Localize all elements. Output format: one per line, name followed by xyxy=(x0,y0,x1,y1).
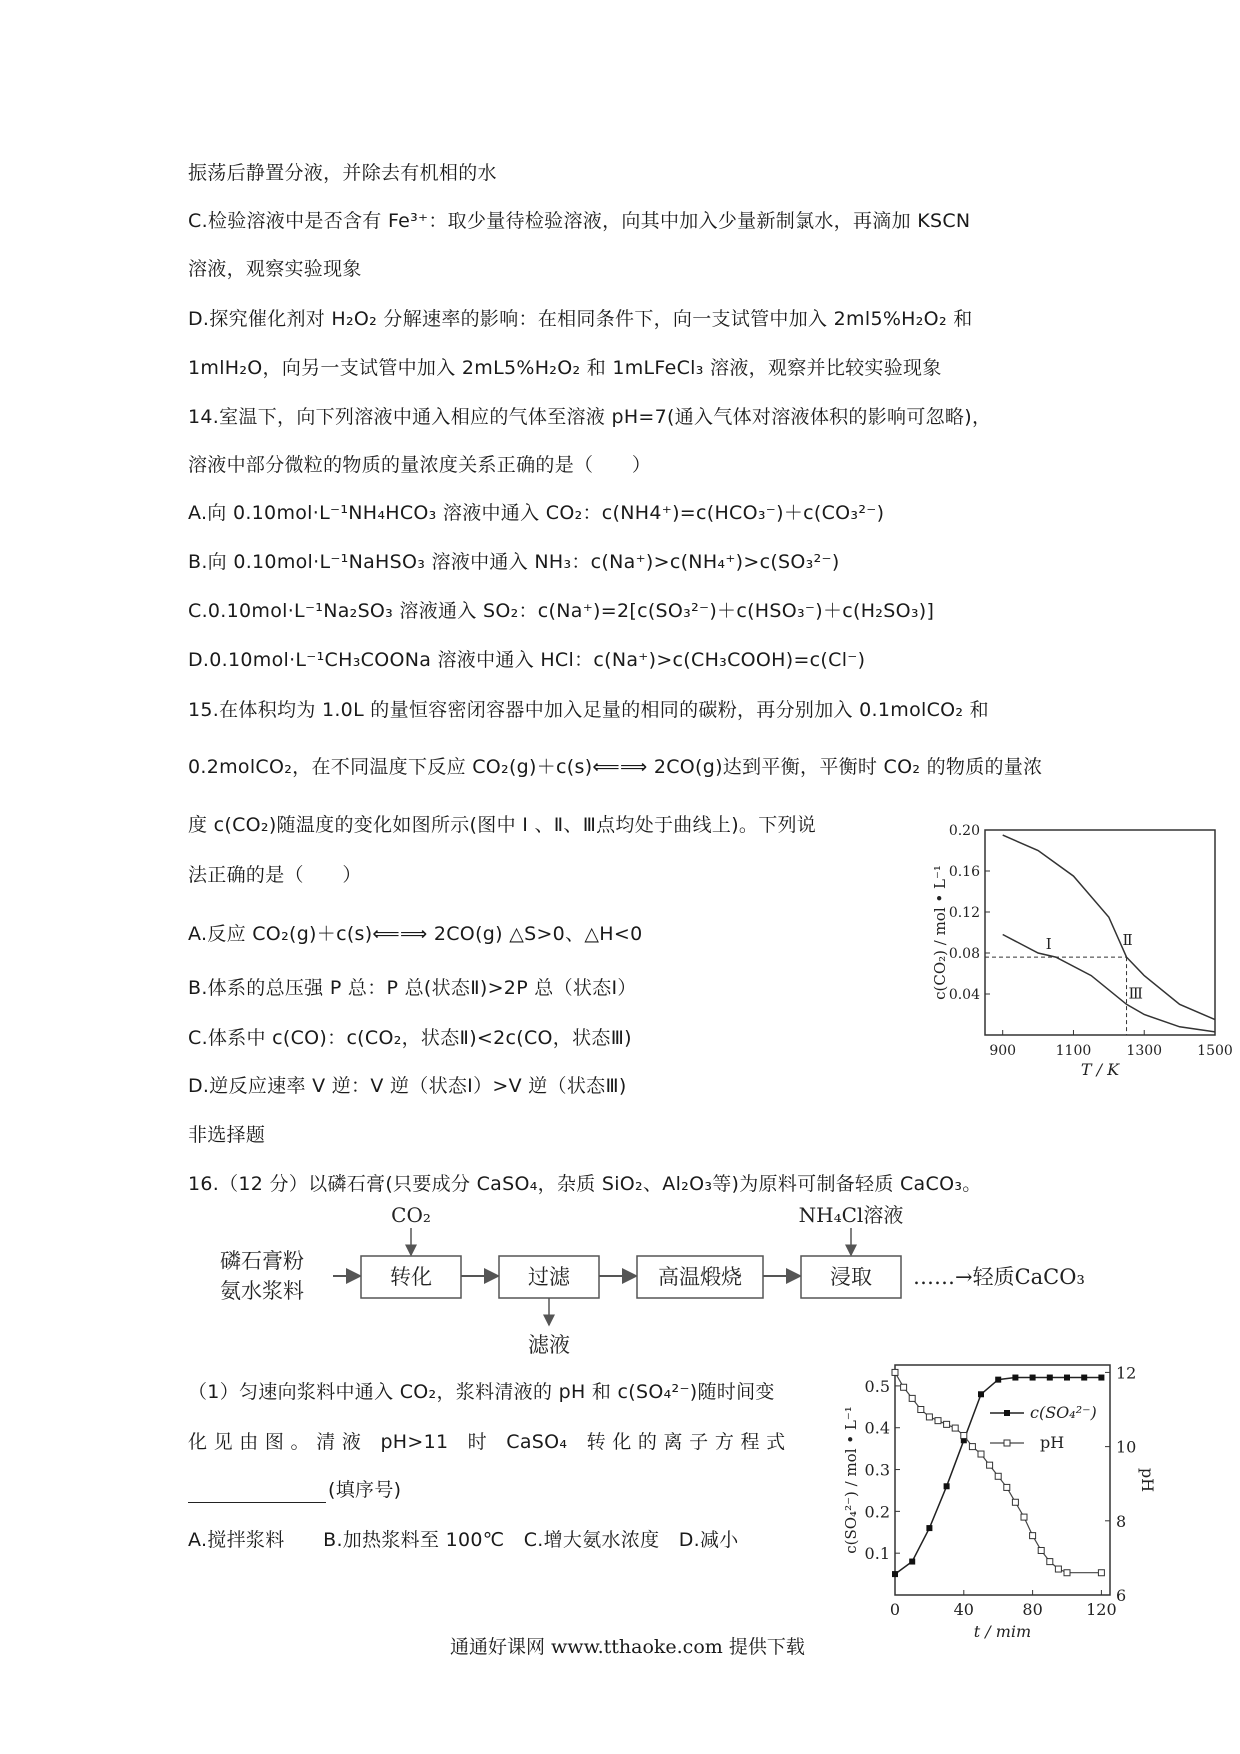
chart1-ytick-label: 0.20 xyxy=(948,823,980,839)
q14-stem-line1: 14.室温下，向下列溶液中通入相应的气体至溶液 pH=7(通入气体对溶液体积的影响可忽略)， xyxy=(188,406,992,428)
chart2-ylabel: c(SO₄²⁻) / mol • L⁻¹ xyxy=(842,1406,860,1554)
chart2-ph-point xyxy=(1064,1570,1070,1576)
chart1-series-line-1 xyxy=(1003,835,1215,1020)
nh4cl-label: NH₄Cl溶液 xyxy=(798,1203,904,1227)
chart2-sulfate-point xyxy=(1047,1375,1053,1381)
section-heading: 非选择题 xyxy=(188,1124,266,1146)
q15-stem-line3: 度 c(CO₂)随温度的变化如图所示(图中 Ⅰ 、Ⅱ、Ⅲ点均处于曲线上)。下列说 xyxy=(188,814,817,836)
q13-option-c-line2: 溶液，观察实验现象 xyxy=(188,258,362,280)
q16-options: A.搅拌浆料 B.加热浆料至 100℃ C.增大氨水浓度 D.减小 xyxy=(188,1529,739,1551)
chart2-ph-point xyxy=(1004,1484,1010,1490)
chart1-ytick-label: 0.12 xyxy=(948,905,980,921)
chart2-ytick-label: 0.2 xyxy=(864,1502,890,1522)
q15-stem-line4: 法正确的是（ ） xyxy=(188,864,362,886)
chart2-sulfate-point xyxy=(1081,1375,1087,1381)
chart2-frame xyxy=(895,1365,1110,1595)
chart1-svg xyxy=(925,820,1233,1080)
chart2-svg xyxy=(840,1350,1160,1640)
q16-part1-line2: 化 见 由 图 。 清 液 pH>11 时 CaSO₄ 转 化 的 离 子 方 程 式 xyxy=(188,1431,786,1453)
chart1-ytick-label: 0.04 xyxy=(948,987,980,1003)
chart2-sulfate-point xyxy=(909,1559,915,1565)
q16-part1-line3 xyxy=(188,1477,401,1503)
chart2-y2tick-label: 10 xyxy=(1116,1437,1137,1457)
chart2-y2tick-label: 8 xyxy=(1116,1511,1127,1531)
chart2-ph-point xyxy=(961,1432,967,1438)
chart1-ytick-label: 0.16 xyxy=(948,864,980,880)
chart2-sulfate-point xyxy=(1012,1375,1018,1381)
chart2-ph-point xyxy=(901,1384,907,1390)
co2-label: CO₂ xyxy=(391,1203,431,1227)
chart2-legend-sulfate-marker xyxy=(1004,1410,1010,1416)
fill-hint: (填序号) xyxy=(328,1479,402,1501)
chart2-sulfate-point xyxy=(995,1377,1001,1383)
chart2-ytick-label: 0.1 xyxy=(864,1544,890,1564)
chart1-point-label: Ⅲ xyxy=(1128,984,1144,1003)
q13-option-b-continuation: 振荡后静置分液，并除去有机相的水 xyxy=(188,162,497,184)
chart2-xtick-label: 0 xyxy=(889,1600,901,1619)
q15-option-c: C.体系中 c(CO)：c(CO₂，状态Ⅱ)<2c(CO，状态Ⅲ) xyxy=(188,1027,632,1049)
process-flow-diagram xyxy=(215,1200,1130,1360)
q15-option-a: A.反应 CO₂(g)＋c(s)⟸⟹ 2CO(g) △S>0、△H<0 xyxy=(188,923,643,945)
chart1-series-line-2 xyxy=(1003,935,1215,1032)
feed-label-2: 氨水浆料 xyxy=(220,1279,304,1303)
chart2-ph-point xyxy=(1021,1514,1027,1520)
chart2-ph-point xyxy=(969,1444,975,1450)
q14-option-b: B.向 0.10mol·L⁻¹NaHSO₃ 溶液中通入 NH₃：c(Na⁺)>c(NH₄⁺)>c(SO₃²⁻) xyxy=(188,551,840,573)
chart2-ph-point xyxy=(1055,1566,1061,1572)
chart2-ph-point xyxy=(1038,1547,1044,1553)
chart2-legend-ph-label: pH xyxy=(1040,1433,1065,1452)
filtrate-label: 滤液 xyxy=(528,1333,570,1357)
chart2-xtick-label: 80 xyxy=(1022,1600,1043,1619)
box-filtration-label: 过滤 xyxy=(528,1265,570,1289)
chart1-xtick-label: 900 xyxy=(989,1043,1017,1059)
chart1-xlabel: T / K xyxy=(1080,1060,1120,1079)
footer-watermark: 通通好课网 www.tthaoke.com 提供下载 xyxy=(450,1636,805,1658)
box-calcination-label: 高温煅烧 xyxy=(658,1265,742,1289)
chart2-ph-point xyxy=(944,1421,950,1427)
chart2-ytick-label: 0.4 xyxy=(864,1418,890,1438)
chart2-sulfate-point xyxy=(1064,1375,1070,1381)
chart1-point-label: Ⅰ xyxy=(1045,935,1052,954)
chart1-ytick-label: 0.08 xyxy=(948,946,980,962)
chart2-sulfate-point xyxy=(892,1571,898,1577)
chart2-xtick-label: 120 xyxy=(1086,1600,1117,1619)
q13-option-c-line1: C.检验溶液中是否含有 Fe³⁺：取少量待检验溶液，向其中加入少量新制氯水，再滴加 KSCN xyxy=(188,210,971,232)
chart2-ph-point xyxy=(952,1425,958,1431)
chart-co2-vs-temperature xyxy=(925,820,1233,1080)
q15-stem-line1: 15.在体积均为 1.0L 的量恒容密闭容器中加入足量的相同的碳粉，再分别加入 0.1molCO₂ 和 xyxy=(188,699,989,721)
q15-option-d: D.逆反应速率 V 逆：V 逆（状态Ⅰ）>V 逆（状态Ⅲ) xyxy=(188,1075,627,1097)
chart2-ph-point xyxy=(918,1407,924,1413)
chart2-y2label: pH xyxy=(1138,1467,1157,1493)
chart2-ph-point xyxy=(935,1418,941,1424)
q13-option-d-line1: D.探究催化剂对 H₂O₂ 分解速率的影响：在相同条件下，向一支试管中加入 2ml5%H₂O₂ 和 xyxy=(188,308,973,330)
q16-part1-line1: （1）匀速向浆料中通入 CO₂，浆料清液的 pH 和 c(SO₄²⁻)随时间变 xyxy=(188,1381,775,1403)
chart2-sulfate-point xyxy=(944,1483,950,1489)
chart2-sulfate-point xyxy=(926,1525,932,1531)
chart1-xtick-label: 1100 xyxy=(1055,1043,1092,1059)
chart2-legend-sulfate-label: c(SO₄²⁻) xyxy=(1030,1403,1097,1422)
feed-label-1: 磷石膏粉 xyxy=(220,1249,304,1273)
chart2-ph-point xyxy=(987,1462,993,1468)
chart1-point-label: Ⅱ xyxy=(1122,931,1133,950)
q15-stem-line2: 0.2molCO₂，在不同温度下反应 CO₂(g)＋c(s)⟸⟹ 2CO(g)达到平衡，平衡时 CO₂ 的物质的量浓 xyxy=(188,756,1043,778)
chart2-ph-point xyxy=(1012,1499,1018,1505)
chart2-sulfate-point xyxy=(1098,1375,1104,1381)
chart2-ph-point xyxy=(978,1451,984,1457)
q14-stem-line2: 溶液中部分微粒的物质的量浓度关系正确的是（ ） xyxy=(188,454,652,476)
answer-blank xyxy=(188,1482,326,1503)
chart2-ph-point xyxy=(995,1473,1001,1479)
chart2-sulfate-point xyxy=(978,1391,984,1397)
chart2-ph-point xyxy=(1098,1570,1104,1576)
chart2-sulfate-point xyxy=(1030,1375,1036,1381)
chart1-xtick-label: 1500 xyxy=(1197,1043,1233,1059)
chart2-y2tick-label: 6 xyxy=(1116,1586,1127,1605)
chart2-ytick-label: 0.3 xyxy=(864,1460,890,1480)
q14-option-c: C.0.10mol·L⁻¹Na₂SO₃ 溶液通入 SO₂：c(Na⁺)=2[c(SO₃²⁻)＋c(HSO₃⁻)＋c(H₂SO₃)] xyxy=(188,600,935,622)
chart2-ph-point xyxy=(1030,1533,1036,1539)
box-leaching-label: 浸取 xyxy=(830,1265,872,1289)
chart2-ph-point xyxy=(1047,1559,1053,1565)
chart2-ph-point xyxy=(909,1395,915,1401)
chart2-ph-point xyxy=(926,1414,932,1420)
chart2-ytick-label: 0.5 xyxy=(864,1376,890,1396)
chart2-legend-ph-marker xyxy=(1004,1440,1010,1446)
chart1-xtick-label: 1300 xyxy=(1126,1043,1163,1059)
chart-sulfate-ph-vs-time xyxy=(840,1350,1160,1640)
q13-option-d-line2: 1mlH₂O，向另一支试管中加入 2mL5%H₂O₂ 和 1mLFeCl₃ 溶液，观察并比较实验现象 xyxy=(188,357,942,379)
chart2-xlabel: t / mim xyxy=(973,1622,1032,1641)
q16-stem: 16.（12 分）以磷石膏(只要成分 CaSO₄，杂质 SiO₂、Al₂O₃等)为原料可制备轻质 CaCO₃。 xyxy=(188,1173,982,1195)
q14-option-a: A.向 0.10mol·L⁻¹NH₄HCO₃ 溶液中通入 CO₂：c(NH4⁺)=c(HCO₃⁻)＋c(CO₃²⁻) xyxy=(188,502,885,524)
q15-option-b: B.体系的总压强 P 总：P 总(状态Ⅱ)>2P 总（状态Ⅰ） xyxy=(188,977,637,999)
chart1-ylabel: c(CO₂) / mol • L⁻¹ xyxy=(931,865,949,1000)
chart2-xtick-label: 40 xyxy=(953,1600,974,1619)
chart2-y2tick-label: 12 xyxy=(1116,1363,1137,1383)
q14-option-d: D.0.10mol·L⁻¹CH₃COONa 溶液中通入 HCl：c(Na⁺)>c(CH₃COOH)=c(Cl⁻) xyxy=(188,649,866,671)
box-conversion-label: 转化 xyxy=(390,1265,432,1289)
product-label: ……→轻质CaCO₃ xyxy=(913,1265,1085,1289)
chart2-ph-point xyxy=(892,1369,898,1375)
